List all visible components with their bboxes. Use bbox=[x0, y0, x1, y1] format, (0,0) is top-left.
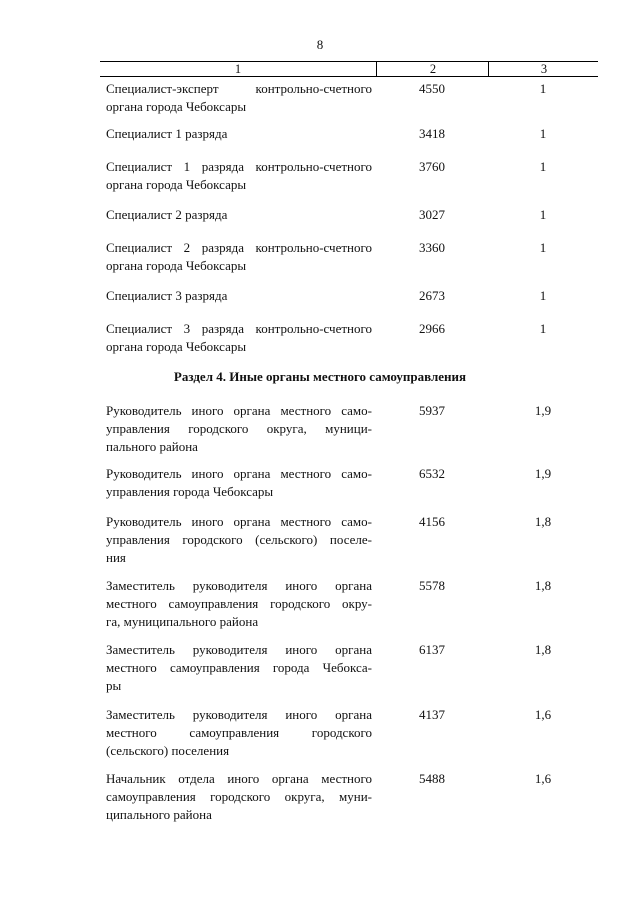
position-name-line: Заместитель руководителя иного органа bbox=[106, 578, 372, 593]
position-name-line: органа города Чебоксары bbox=[106, 339, 247, 354]
salary-value: 3418 bbox=[419, 126, 445, 141]
coefficient-value: 1,6 bbox=[534, 707, 552, 722]
position-name-line: органа города Чебоксары bbox=[106, 258, 247, 273]
salary-value: 3760 bbox=[419, 159, 445, 174]
coefficient-value: 1,9 bbox=[534, 466, 552, 481]
position-name-line: Заместитель руководителя иного органа bbox=[106, 642, 372, 657]
coefficient-value: 1 bbox=[539, 321, 547, 336]
position-name bbox=[106, 770, 372, 824]
position-name-line: местного самоуправления города Чебокса- bbox=[106, 660, 372, 675]
coefficient-value: 1 bbox=[539, 207, 547, 222]
position-name-line: местного самоуправления городского окру- bbox=[106, 596, 372, 611]
position-name-line: Специалист 1 разряда bbox=[106, 126, 228, 141]
position-name-line: самоуправления городского округа, муни- bbox=[106, 789, 372, 804]
column-header-1: 1 bbox=[234, 62, 242, 76]
position-name-line: управления городского округа, муници- bbox=[106, 421, 372, 436]
position-name bbox=[106, 465, 372, 501]
position-name-line: Специалист-эксперт контрольно-счетного bbox=[106, 81, 372, 96]
position-name-line: Специалист 2 разряда bbox=[106, 207, 228, 222]
position-name bbox=[106, 80, 372, 116]
position-name-line: пального района bbox=[106, 439, 198, 454]
position-name bbox=[106, 577, 372, 631]
coefficient-value: 1,8 bbox=[534, 514, 552, 529]
salary-value: 5488 bbox=[419, 771, 445, 786]
position-name-line: органа города Чебоксары bbox=[106, 99, 247, 114]
position-name bbox=[106, 239, 372, 275]
position-name-line: (сельского) поселения bbox=[106, 743, 230, 758]
page-number: 8 bbox=[316, 37, 324, 52]
position-name-line: ния bbox=[106, 550, 126, 565]
salary-value: 4550 bbox=[419, 81, 445, 96]
position-name-line: управления города Чебоксары bbox=[106, 484, 274, 499]
salary-value: 6137 bbox=[419, 642, 445, 657]
coefficient-value: 1 bbox=[539, 240, 547, 255]
position-name-line: ры bbox=[106, 678, 122, 693]
section-title: Раздел 4. Иные органы местного самоуправления bbox=[173, 369, 467, 384]
position-name bbox=[106, 206, 372, 224]
position-name bbox=[106, 706, 372, 760]
position-name-line: Специалист 1 разряда контрольно-счетного bbox=[106, 159, 372, 174]
salary-value: 2673 bbox=[419, 288, 445, 303]
position-name bbox=[106, 513, 372, 567]
table-header bbox=[100, 61, 598, 77]
coefficient-value: 1,6 bbox=[534, 771, 552, 786]
position-name-line: органа города Чебоксары bbox=[106, 177, 247, 192]
coefficient-value: 1,9 bbox=[534, 403, 552, 418]
coefficient-value: 1 bbox=[539, 126, 547, 141]
position-name-line: Руководитель иного органа местного само- bbox=[106, 466, 372, 481]
salary-value: 4156 bbox=[419, 514, 445, 529]
coefficient-value: 1,8 bbox=[534, 642, 552, 657]
position-name-line: Специалист 3 разряда контрольно-счетного bbox=[106, 321, 372, 336]
position-name-line: Руководитель иного органа местного само- bbox=[106, 403, 372, 418]
column-header-2: 2 bbox=[376, 62, 489, 76]
position-name-line: Специалист 3 разряда bbox=[106, 288, 228, 303]
position-name-line: га, муниципального района bbox=[106, 614, 259, 629]
coefficient-value: 1 bbox=[539, 159, 547, 174]
salary-value: 3360 bbox=[419, 240, 445, 255]
position-name bbox=[106, 158, 372, 194]
position-name bbox=[106, 287, 372, 305]
position-name-line: ципального района bbox=[106, 807, 212, 822]
salary-value: 3027 bbox=[419, 207, 445, 222]
salary-value: 4137 bbox=[419, 707, 445, 722]
position-name-line: Специалист 2 разряда контрольно-счетного bbox=[106, 240, 372, 255]
position-name-line: Заместитель руководителя иного органа bbox=[106, 707, 372, 722]
salary-value: 5578 bbox=[419, 578, 445, 593]
position-name-line: Руководитель иного органа местного само- bbox=[106, 514, 372, 529]
coefficient-value: 1 bbox=[539, 81, 547, 96]
position-name-line: Начальник отдела иного органа местного bbox=[106, 771, 372, 786]
salary-value: 2966 bbox=[419, 321, 445, 336]
position-name bbox=[106, 320, 372, 356]
position-name bbox=[106, 402, 372, 456]
salary-value: 6532 bbox=[419, 466, 445, 481]
coefficient-value: 1,8 bbox=[534, 578, 552, 593]
position-name-line: управления городского (сельского) поселе- bbox=[106, 532, 372, 547]
salary-value: 5937 bbox=[419, 403, 445, 418]
position-name bbox=[106, 125, 372, 143]
position-name-line: местного самоуправления городского bbox=[106, 725, 372, 740]
coefficient-value: 1 bbox=[539, 288, 547, 303]
position-name bbox=[106, 641, 372, 695]
column-header-3: 3 bbox=[488, 62, 599, 76]
